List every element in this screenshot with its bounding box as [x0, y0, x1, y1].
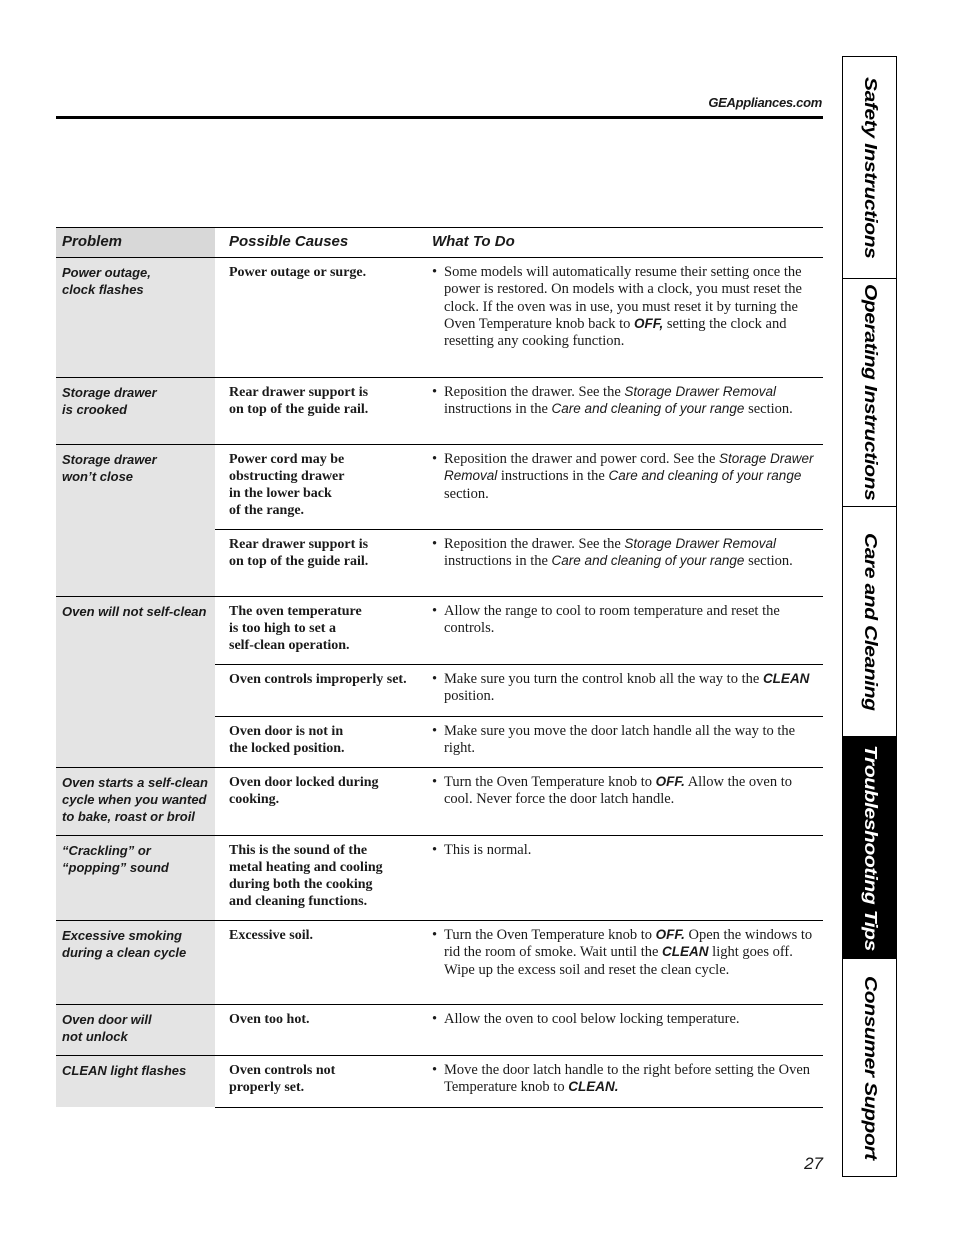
- bullet-icon: •: [432, 722, 438, 739]
- section-tabs: [842, 56, 897, 1177]
- todo-item: [432, 723, 817, 758]
- bullet-icon: •: [432, 603, 438, 619]
- problem-text: Oven will not self-clean: [62, 604, 207, 619]
- problem-cell: [56, 1005, 215, 1056]
- table-row: [56, 1056, 823, 1108]
- table-row: [56, 836, 823, 921]
- cause-cell: Oven door is not in the locked position.: [215, 716, 428, 768]
- todo-text: Allow the range to cool to room temperature and reset the controls.: [444, 603, 780, 637]
- cause-cell: This is the sound of the metal heating and cooling during both the cooking and cleaning functions.: [215, 836, 428, 921]
- cause-cell: Power outage or surge.: [215, 258, 428, 378]
- table-row: [56, 921, 823, 1005]
- todo-text: Some models will automatically resume their setting once the power is restored. On models with a clock, you must reset the clock. If the oven was in use, you must reset it by turning the Oven Temperature knob back to OFF, setting the clock and resetting any cooking function.: [444, 264, 802, 350]
- table-row: [56, 378, 823, 445]
- table-row: [56, 258, 823, 378]
- bullet-icon: •: [432, 384, 438, 400]
- todo-text: Make sure you turn the control knob all the way to the CLEAN position.: [444, 671, 810, 705]
- table-row: [56, 1005, 823, 1056]
- todo-text: Reposition the drawer and power cord. See the Storage Drawer Removal instructions in the Care and cleaning of your range section.: [444, 451, 814, 502]
- bullet-icon: •: [432, 1062, 438, 1079]
- todo-item: [432, 1062, 817, 1097]
- problem-text: Storage drawer: [62, 452, 157, 467]
- problem-cell: [56, 836, 215, 921]
- todo-item: [432, 451, 817, 503]
- todo-item: [432, 536, 817, 571]
- todo-item: [432, 603, 817, 638]
- todo-item: [432, 927, 817, 979]
- problem-cell: [56, 445, 215, 597]
- website-url: GEAppliances.com: [708, 95, 822, 110]
- todo-text: Move the door latch handle to the right before setting the Oven Temperature knob to CLEAN.: [444, 1062, 811, 1096]
- cause-cell: The oven temperature is too high to set a self-clean operation.: [215, 597, 428, 665]
- problem-cell: [56, 378, 215, 445]
- tab-consumer-support[interactable]: [843, 959, 896, 1176]
- tab-troubleshooting-tips[interactable]: [843, 737, 896, 959]
- problem-cell: [56, 597, 215, 768]
- page-number: 27: [804, 1154, 823, 1173]
- todo-item: [432, 264, 817, 350]
- todo-cell: [428, 921, 823, 1005]
- tab-label: Care and Cleaning: [860, 532, 880, 711]
- cause-cell: Rear drawer support is on top of the guide rail.: [215, 530, 428, 597]
- header-problem: Problem: [56, 228, 215, 258]
- cause-cell: Oven controls improperly set.: [215, 665, 428, 717]
- bullet-icon: •: [432, 1011, 438, 1028]
- problem-text: not unlock: [62, 1029, 128, 1045]
- todo-cell: [428, 597, 823, 665]
- bullet-icon: •: [432, 451, 438, 467]
- todo-cell: [428, 836, 823, 921]
- problem-text: Storage drawer: [62, 385, 157, 400]
- problem-cell: [56, 258, 215, 378]
- todo-text: Reposition the drawer. See the Storage Drawer Removal instructions in the Care and cleaning of your range section.: [444, 384, 793, 418]
- problem-text: “Crackling” or: [62, 843, 151, 859]
- header-what-to-do: What To Do: [428, 228, 823, 258]
- table-row: [56, 597, 823, 665]
- table-body: [56, 258, 823, 1108]
- problem-text: Excessive smoking: [62, 928, 182, 944]
- problem-text: clock flashes: [62, 282, 144, 297]
- table-row: [56, 768, 823, 836]
- cause-cell: Oven too hot.: [215, 1005, 428, 1056]
- todo-cell: [428, 768, 823, 836]
- problem-text: cycle when you wanted: [62, 792, 207, 808]
- tab-care-and-cleaning[interactable]: [843, 507, 896, 737]
- cause-cell: Power cord may be obstructing drawer in the lower back of the range.: [215, 445, 428, 530]
- problem-text: won’t close: [62, 469, 134, 484]
- problem-text: CLEAN light flashes: [62, 1063, 187, 1079]
- todo-text: Reposition the drawer. See the Storage Drawer Removal instructions in the Care and cleaning of your range section.: [444, 536, 793, 570]
- cause-cell: Excessive soil.: [215, 921, 428, 1005]
- todo-item: [432, 842, 817, 859]
- bullet-icon: •: [432, 671, 438, 687]
- tab-label: Safety Instructions: [860, 76, 880, 259]
- todo-cell: [428, 445, 823, 530]
- todo-cell: [428, 530, 823, 597]
- tab-operating-instructions[interactable]: [843, 279, 896, 507]
- tab-label: Operating Instructions: [860, 284, 880, 501]
- todo-item: [432, 384, 817, 419]
- bullet-icon: •: [432, 842, 438, 859]
- troubleshooting-table: [56, 227, 823, 1108]
- todo-text: This is normal.: [444, 842, 532, 859]
- tab-label: Troubleshooting Tips: [860, 744, 880, 951]
- problem-text: “popping” sound: [62, 860, 169, 876]
- todo-text: Turn the Oven Temperature knob to OFF. Allow the oven to cool. Never force the door latch handle.: [444, 774, 793, 808]
- cause-cell: Rear drawer support is on top of the guide rail.: [215, 378, 428, 445]
- bullet-icon: •: [432, 927, 438, 944]
- todo-text: Turn the Oven Temperature knob to OFF. Open the windows to rid the room of smoke. Wait until the CLEAN light goes off. Wipe up the excess soil and reset the clean cycle.: [444, 927, 813, 978]
- cause-cell: Oven door locked during cooking.: [215, 768, 428, 836]
- bullet-icon: •: [432, 264, 438, 280]
- problem-cell: [56, 921, 215, 1005]
- todo-item: [432, 1011, 817, 1028]
- problem-text: Oven door will: [62, 1012, 152, 1028]
- problem-text: Oven starts a self-clean: [62, 775, 208, 791]
- bullet-icon: •: [432, 536, 438, 552]
- todo-cell: [428, 716, 823, 768]
- problem-text: to bake, roast or broil: [62, 809, 195, 825]
- todo-cell: [428, 258, 823, 378]
- todo-cell: [428, 378, 823, 445]
- todo-item: [432, 671, 817, 706]
- tab-label: Consumer Support: [860, 975, 880, 1160]
- todo-item: [432, 774, 817, 809]
- cause-cell: Oven controls not properly set.: [215, 1056, 428, 1108]
- problem-cell: [56, 1056, 215, 1108]
- todo-text: Allow the oven to cool below locking temperature.: [444, 1011, 740, 1028]
- todo-cell: [428, 1005, 823, 1056]
- todo-cell: [428, 1056, 823, 1108]
- bullet-icon: •: [432, 774, 438, 791]
- table-row: [56, 445, 823, 530]
- header-rule: [56, 116, 823, 119]
- problem-text: is crooked: [62, 402, 128, 417]
- tab-safety-instructions[interactable]: [843, 57, 896, 279]
- problem-cell: [56, 768, 215, 836]
- problem-text: Power outage,: [62, 265, 151, 280]
- todo-cell: [428, 665, 823, 717]
- todo-text: Make sure you move the door latch handle all the way to the right.: [444, 722, 796, 756]
- problem-text: during a clean cycle: [62, 945, 187, 961]
- header-possible-causes: Possible Causes: [215, 228, 428, 258]
